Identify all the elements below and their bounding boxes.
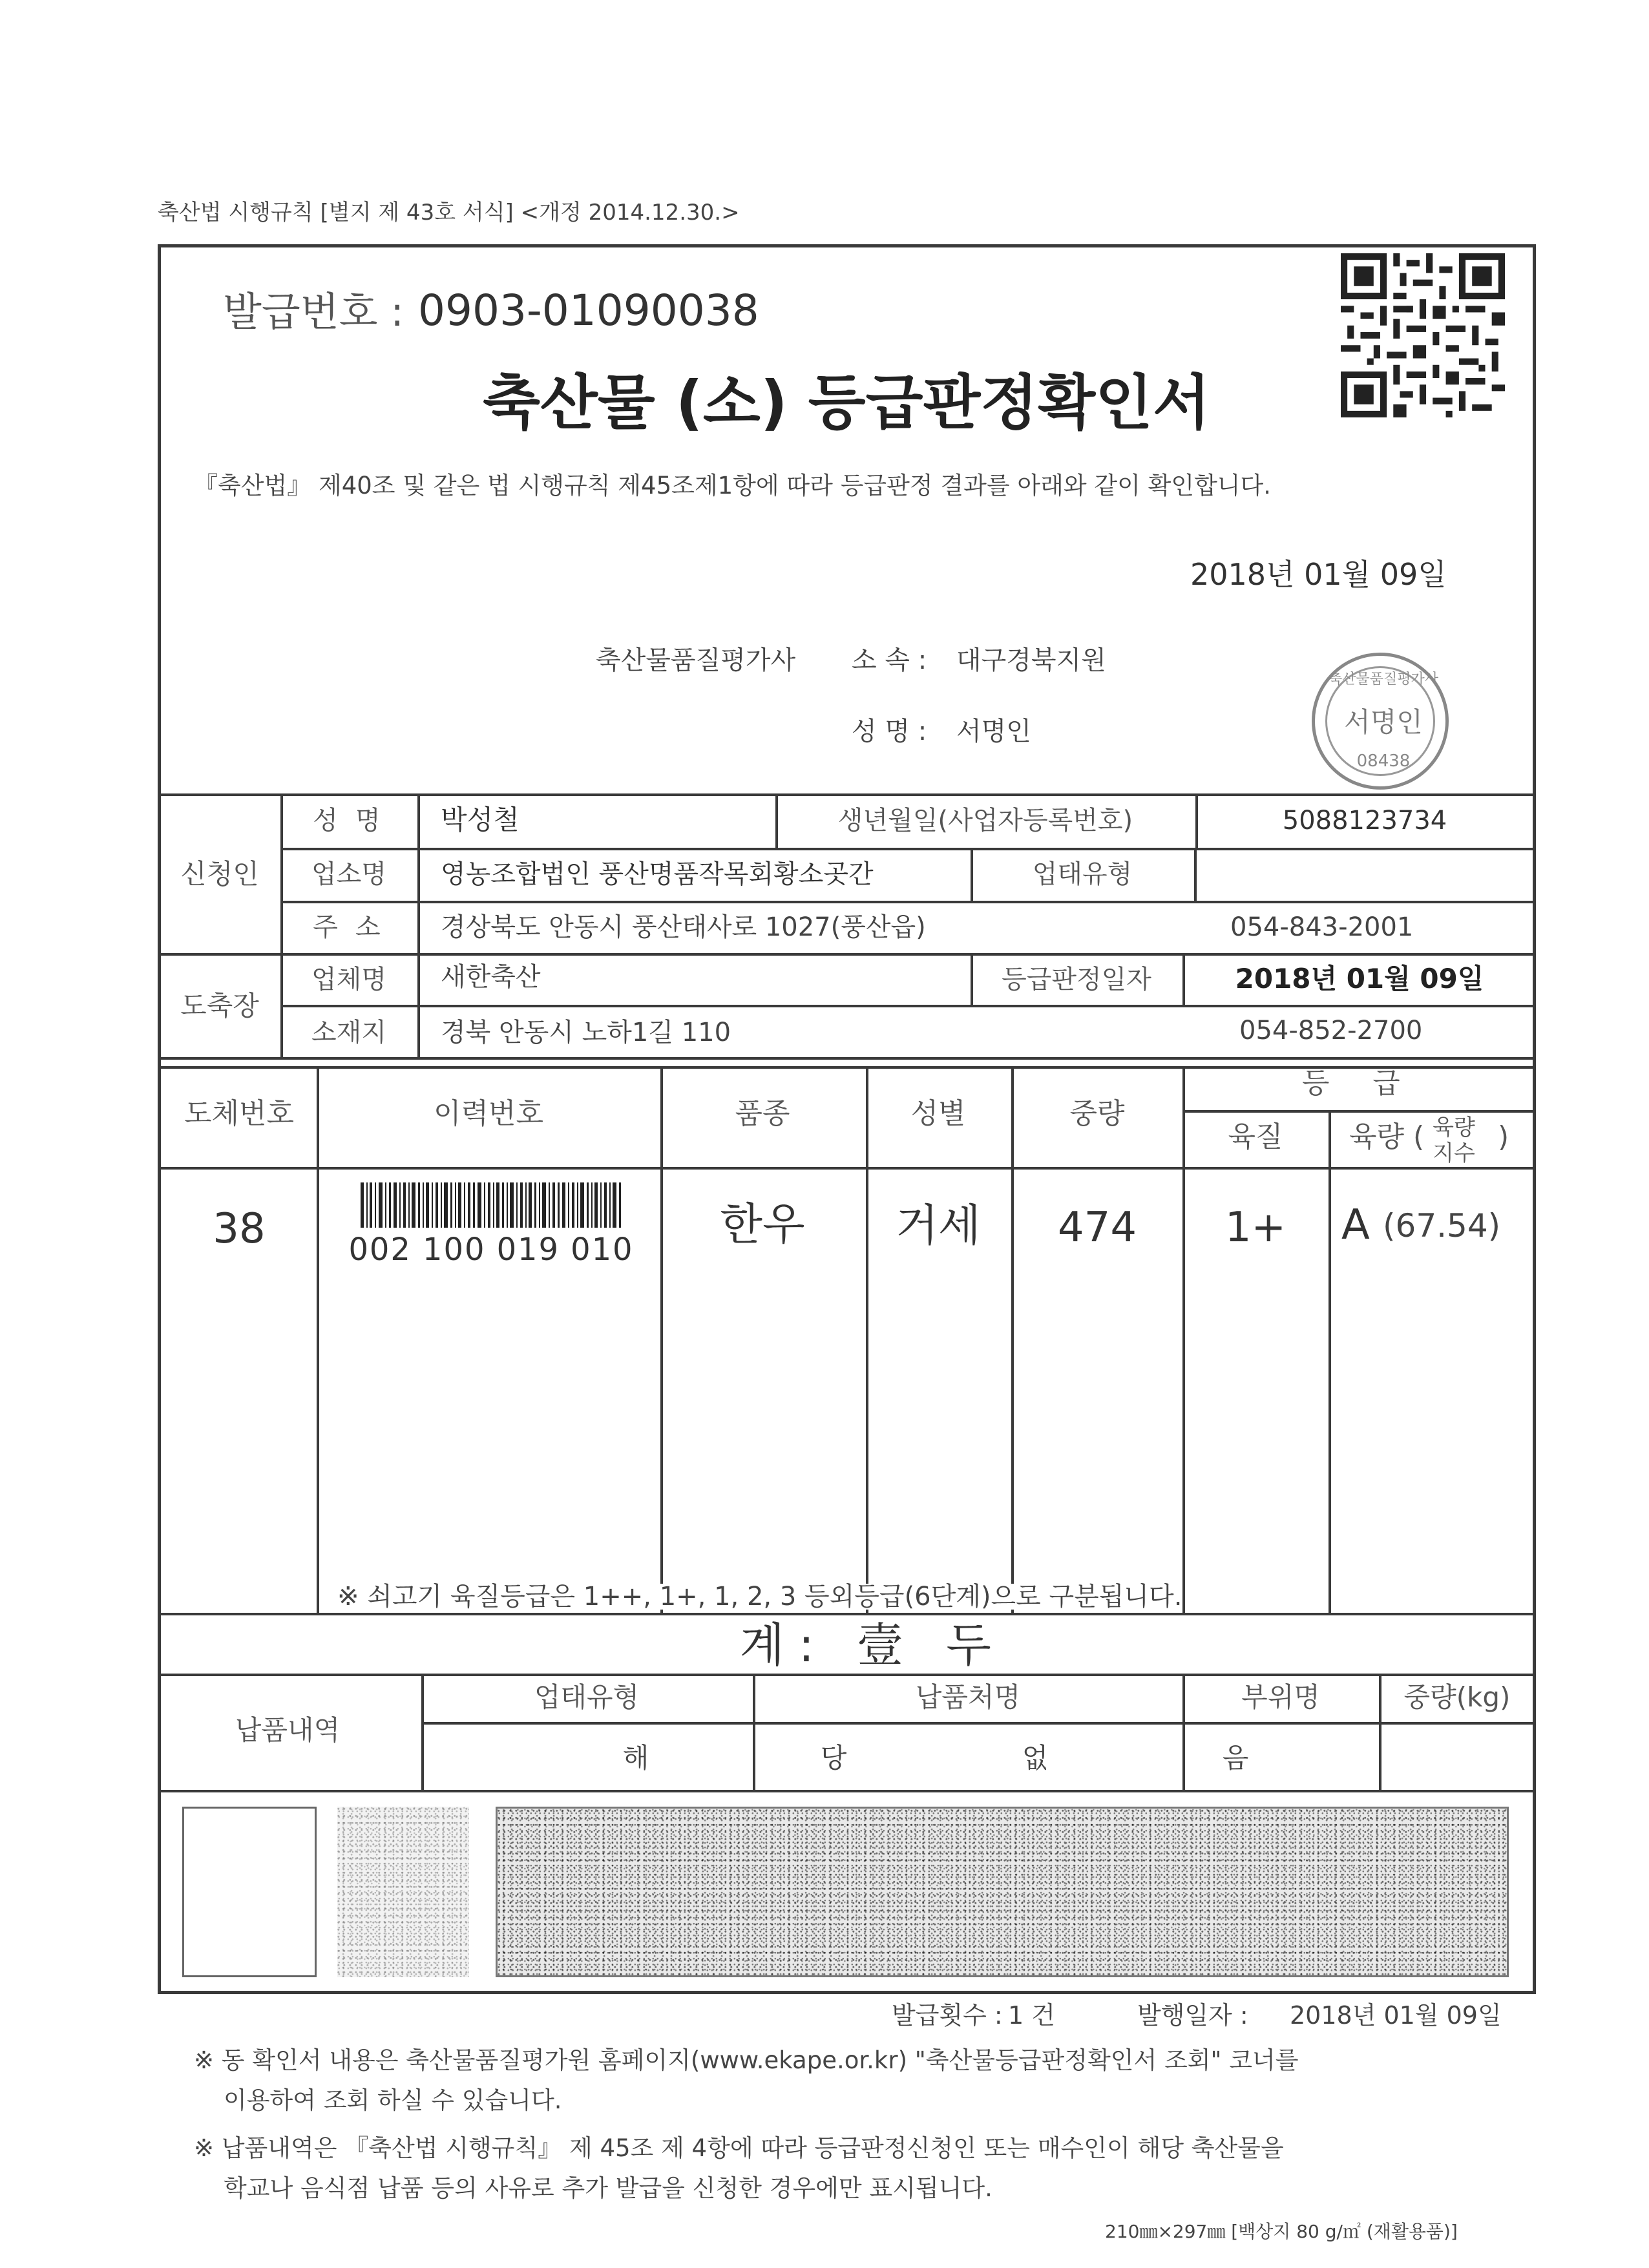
security-pattern-box xyxy=(496,1807,1509,1977)
document-title: 축산물 (소) 등급판정확인서 xyxy=(483,368,1210,437)
breed-header: 품종 xyxy=(735,1097,790,1130)
delivery-header-recipient: 납품처명 xyxy=(915,1681,1021,1713)
issue-date-label: 발행일자 : xyxy=(1137,2001,1248,2030)
weight-header: 중량 xyxy=(1069,1097,1125,1130)
paper-spec: 210㎜×297㎜ [백상지 80 g/㎡ (재활용품)] xyxy=(1105,2221,1458,2242)
business-type-label: 업태유형 xyxy=(1032,859,1133,889)
evaluator-role: 축산물품질평가사 xyxy=(596,646,796,675)
business-name: 영농조합법인 풍산명품작목회황소곳간 xyxy=(441,859,874,889)
yield-header-close: ) xyxy=(1498,1120,1509,1153)
blank-box xyxy=(182,1807,317,1977)
seal-number: 08438 xyxy=(1356,751,1411,771)
footnote-2-cont: 학교나 음식점 납품 등의 사유로 추가 발급을 신청한 경우에만 표시됩니다. xyxy=(224,2174,993,2202)
intro-text: 『축산법』 제40조 및 같은 법 시행규칙 제45조제1항에 따라 등급판정 결과를 아래와 같이 확인합니다. xyxy=(194,472,1272,499)
grading-date-label: 등급판정일자 xyxy=(1002,965,1151,994)
applicant-name: 박성철 xyxy=(441,804,520,835)
issue-count-label: 발급횟수 : xyxy=(892,2001,1003,2030)
issue-number-label: 발급번호 : xyxy=(223,288,404,335)
issue-count: 1 건 xyxy=(1008,2001,1055,2030)
trace-number: 002 100 019 010 xyxy=(348,1232,634,1268)
official-seal xyxy=(1312,653,1449,790)
company-label: 업체명 xyxy=(311,965,386,994)
delivery-header-part: 부위명 xyxy=(1241,1681,1320,1713)
footnote-1: ※ 동 확인서 내용은 축산물품질평가원 홈페이지(www.ekape.or.kr) "축산물등급판정확인서 조회" 코너를 xyxy=(194,2046,1299,2074)
delivery-none-2: 당 xyxy=(820,1742,847,1774)
seal-name: 서명인 xyxy=(1344,706,1423,738)
applicant-section-label: 신청인 xyxy=(180,858,259,890)
grade-note: ※ 쇠고기 육질등급은 1++, 1+, 1, 2, 3 등외등급(6단계)으로 구분됩니다. xyxy=(337,1582,1182,1612)
location-label: 소재지 xyxy=(311,1018,386,1047)
total-count: 계: 壹 두 xyxy=(739,1618,1005,1672)
delivery-none-1: 해 xyxy=(622,1742,649,1774)
applicant-name-label: 성 명 xyxy=(313,806,385,835)
seal-ring-text: 축산물품질평가사 xyxy=(1328,671,1439,688)
footnote-2: ※ 납품내역은 『축산법 시행규칙』 제 45조 제 4항에 따라 등급판정신청인 또는 매수인이 해당 축산물을 xyxy=(194,2134,1284,2162)
birth-label: 생년월일(사업자등록번호) xyxy=(837,806,1133,835)
address-label: 주 소 xyxy=(313,912,385,942)
address-value: 경상북도 안동시 풍산태사로 1027(풍산읍) xyxy=(441,912,926,942)
grade-header: 등 급 xyxy=(1301,1067,1418,1100)
carcass-no: 38 xyxy=(213,1205,266,1253)
trace-no-header: 이력번호 xyxy=(433,1097,544,1130)
location-value: 경북 안동시 노하1길 110 xyxy=(441,1018,731,1047)
affiliation-label: 소 속 : xyxy=(852,646,927,675)
form-reference: 축산법 시행규칙 [별지 제 43호 서식] <개정 2014.12.30.> xyxy=(158,200,740,226)
barcode-icon xyxy=(361,1182,623,1228)
slaughterhouse-phone: 054-852-2700 xyxy=(1239,1016,1423,1045)
delivery-header-weight: 중량(kg) xyxy=(1403,1681,1511,1713)
yield-header: 육량 ( xyxy=(1349,1120,1425,1153)
issue-date-footer: 2018년 01월 09일 xyxy=(1290,2001,1502,2030)
weight-value: 474 xyxy=(1057,1204,1137,1252)
yield-index-top: 육량 xyxy=(1433,1115,1475,1140)
quality-grade: 1+ xyxy=(1224,1204,1287,1252)
evaluator-name: 서명인 xyxy=(956,717,1031,746)
company-value: 새한축산 xyxy=(441,962,541,992)
delivery-none-4: 음 xyxy=(1222,1742,1249,1774)
grading-date: 2018년 01월 09일 xyxy=(1235,963,1484,994)
sex-value: 거세 xyxy=(896,1201,981,1252)
birth-value: 5088123734 xyxy=(1282,806,1447,835)
issue-number: 0903-01090038 xyxy=(418,286,759,335)
quality-header: 육질 xyxy=(1228,1120,1283,1153)
slaughterhouse-section-label: 도축장 xyxy=(180,990,259,1022)
affiliation-value: 대구경북지원 xyxy=(956,646,1106,675)
issue-date: 2018년 01월 09일 xyxy=(1190,557,1447,592)
sex-header: 성별 xyxy=(910,1097,966,1130)
business-name-label: 업소명 xyxy=(311,859,386,889)
yield-grade: A xyxy=(1341,1201,1370,1249)
carcass-no-header: 도체번호 xyxy=(184,1097,295,1130)
delivery-none-3: 없 xyxy=(1022,1742,1049,1774)
delivery-section-label: 납품내역 xyxy=(235,1714,341,1746)
qr-code-icon xyxy=(1341,253,1505,417)
applicant-phone: 054-843-2001 xyxy=(1230,912,1414,942)
breed-value: 한우 xyxy=(720,1199,805,1250)
yield-index-bottom: 지수 xyxy=(1433,1140,1475,1166)
delivery-header-biztype: 업태유형 xyxy=(534,1681,640,1713)
footnote-1-cont: 이용하여 조회 하실 수 있습니다. xyxy=(224,2086,562,2114)
evaluator-name-label: 성 명 : xyxy=(852,717,927,746)
security-watermark-box xyxy=(337,1807,469,1977)
yield-index: (67.54) xyxy=(1383,1207,1501,1244)
